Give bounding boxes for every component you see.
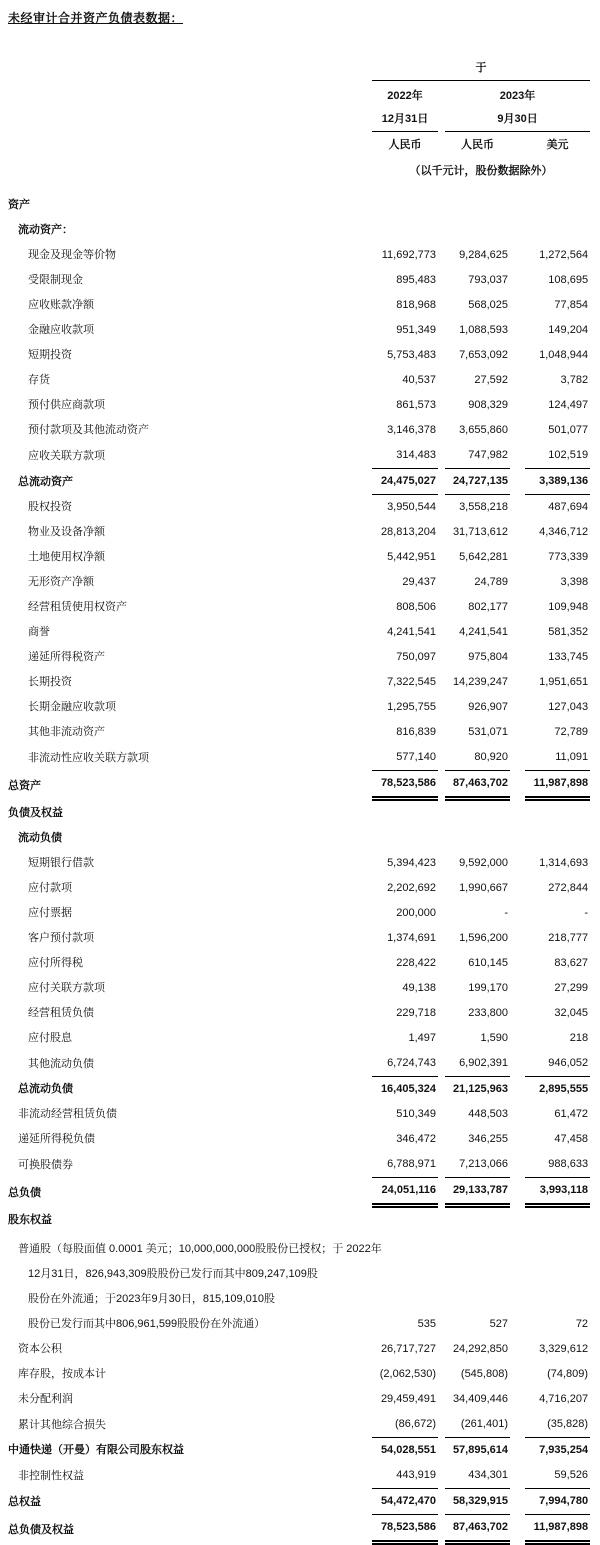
value-2023-rmb: 747,982 <box>445 443 510 469</box>
value-2022-rmb: 54,028,551 <box>380 1444 436 1456</box>
table-row <box>0 1489 590 1515</box>
row-label: 资产 <box>8 199 30 211</box>
value-2023-usd <box>525 193 590 218</box>
value-2023-usd: 72 <box>575 1318 589 1330</box>
value-2023-rmb: 7,213,066 <box>445 1152 510 1178</box>
value-2022-rmb: 895,483 <box>396 274 436 286</box>
value-2023-usd: 3,389,136 <box>525 469 590 495</box>
as-of-label: 于 <box>372 53 590 81</box>
row-label: 流动负债 <box>18 832 62 844</box>
value-2023-usd: 124,497 <box>548 399 589 411</box>
value-2023-usd: 2,895,555 <box>539 1083 589 1095</box>
table-row <box>0 670 590 695</box>
table-row <box>0 745 590 771</box>
value-2022-rmb: 3,950,544 <box>387 501 436 513</box>
value-2023-rmb <box>445 1287 510 1312</box>
page-title: 未经审计合并资产负债表数据： <box>8 11 184 25</box>
table-row <box>0 469 590 495</box>
table-row <box>0 1178 590 1208</box>
table-row <box>0 193 590 218</box>
table-row <box>0 1287 590 1312</box>
value-2022-rmb: 28,813,204 <box>380 526 436 538</box>
value-2023-rmb: 29,133,787 <box>445 1178 510 1208</box>
table-row <box>0 418 590 443</box>
value-2023-rmb: 4,241,541 <box>459 626 508 638</box>
value-2023-usd <box>525 1208 590 1233</box>
value-2023-rmb: 24,789 <box>474 576 508 588</box>
value-2023-usd: 946,052 <box>525 1051 590 1077</box>
table-row <box>0 901 590 926</box>
value-2022-rmb: 24,475,027 <box>372 469 438 495</box>
value-2023-usd: 127,043 <box>548 701 589 713</box>
row-label: 股东权益 <box>8 1214 52 1226</box>
row-label: 短期投资 <box>28 349 72 361</box>
value-2023-usd: 108,695 <box>548 274 589 286</box>
value-2022-rmb: 229,718 <box>396 1007 436 1019</box>
row-label: 12月31日，826,943,309股股份已发行而其中809,247,109股 <box>28 1268 318 1280</box>
row-label: 应付款项 <box>28 882 72 894</box>
value-2023-usd <box>525 801 590 826</box>
table-row <box>0 1127 590 1152</box>
row-label: 可换股债券 <box>18 1158 73 1171</box>
row-label: 应收关联方款项 <box>28 449 105 462</box>
value-2023-usd: 1,272,564 <box>539 249 589 261</box>
value-2022-rmb: 29,459,491 <box>380 1393 436 1405</box>
value-2022-rmb: 5,394,423 <box>387 857 436 869</box>
value-2023-usd: 7,935,254 <box>539 1444 589 1456</box>
table-row <box>0 951 590 976</box>
value-2023-rmb: 1,088,593 <box>459 324 508 336</box>
value-2023-usd: 27,299 <box>554 982 589 994</box>
table-row <box>0 393 590 418</box>
row-label: 递延所得税资产 <box>28 651 105 663</box>
row-label: 存货 <box>28 374 50 386</box>
row-label: 中通快递（开曼）有限公司股东权益 <box>8 1444 184 1456</box>
row-label: 现金及现金等价物 <box>28 249 116 261</box>
value-2023-usd <box>525 1262 590 1287</box>
row-label: 非流动经营租赁负债 <box>18 1108 117 1120</box>
table-row <box>0 771 590 801</box>
table-row <box>0 695 590 720</box>
value-2023-rmb: 233,800 <box>468 1007 508 1019</box>
row-label: 无形资产净额 <box>28 576 94 588</box>
balance-sheet-body <box>0 184 590 1545</box>
value-2022-rmb: 228,422 <box>396 957 436 969</box>
value-2023-rmb: 7,653,092 <box>459 349 508 361</box>
units-note: （以千元计，股份数据除外） <box>409 165 553 177</box>
table-row <box>0 1001 590 1026</box>
value-2023-rmb: 9,592,000 <box>459 857 508 869</box>
value-2023-rmb: (545,808) <box>460 1368 508 1380</box>
table-row <box>0 343 590 368</box>
value-2023-rmb: 1,596,200 <box>459 932 508 944</box>
value-2022-rmb: 314,483 <box>372 443 438 469</box>
value-2023-rmb: 24,292,850 <box>452 1343 508 1355</box>
value-2023-usd: (35,828) <box>525 1412 590 1438</box>
value-2023-rmb: 14,239,247 <box>452 676 508 688</box>
row-label: 受限制现金 <box>28 274 83 286</box>
value-2023-usd <box>525 1287 590 1312</box>
value-2023-usd: 1,951,651 <box>539 676 589 688</box>
table-row <box>0 1208 590 1233</box>
row-label: 股份已发行而其中806,961,599股股份在外流通） <box>28 1318 266 1330</box>
value-2023-rmb <box>445 193 510 218</box>
row-label: 其他流动负债 <box>28 1057 94 1070</box>
value-2022-rmb: 5,753,483 <box>387 349 436 361</box>
table-row <box>0 826 590 851</box>
value-2023-rmb: 5,642,281 <box>459 551 508 563</box>
balance-sheet-page <box>0 9 600 1542</box>
value-2022-rmb <box>372 193 438 218</box>
value-2022-rmb: 16,405,324 <box>380 1083 436 1095</box>
value-2023-rmb: 21,125,963 <box>452 1083 508 1095</box>
value-2022-rmb: 4,241,541 <box>387 626 436 638</box>
value-2023-usd: 11,987,898 <box>525 771 590 801</box>
value-2023-usd: (74,809) <box>547 1368 589 1380</box>
value-2023-rmb: 531,071 <box>468 726 508 738</box>
table-row <box>0 876 590 901</box>
value-2023-rmb <box>445 801 510 826</box>
year-2022-header: 2022年 <box>387 90 423 102</box>
row-label: 流动资产： <box>18 224 73 236</box>
value-2023-rmb: 568,025 <box>468 299 508 311</box>
value-2023-rmb: 346,255 <box>468 1133 508 1145</box>
value-2023-usd: 773,339 <box>548 551 589 563</box>
value-2023-rmb: 34,409,446 <box>452 1393 508 1405</box>
value-2023-usd: 218,777 <box>548 932 589 944</box>
value-2022-rmb: (2,062,530) <box>379 1368 436 1380</box>
currency-rmb-2022-header: 人民币 <box>388 139 422 151</box>
header-spacer <box>0 53 372 81</box>
value-2023-usd: 83,627 <box>554 957 589 969</box>
table-row <box>0 268 590 293</box>
value-2023-rmb: 610,145 <box>468 957 508 969</box>
value-2022-rmb <box>372 801 438 826</box>
table-row <box>0 368 590 393</box>
table-row <box>0 1262 590 1287</box>
value-2022-rmb: 200,000 <box>396 907 436 919</box>
value-2023-rmb: 3,655,860 <box>459 424 508 436</box>
table-row <box>0 243 590 268</box>
value-2023-rmb: 527 <box>489 1318 508 1330</box>
row-label: 应付关联方款项 <box>28 982 105 994</box>
value-2022-rmb: 40,537 <box>402 374 436 386</box>
value-2023-usd: 1,314,693 <box>539 857 589 869</box>
value-2022-rmb: 11,692,773 <box>381 249 436 261</box>
table-row <box>0 1051 590 1077</box>
value-2022-rmb: 808,506 <box>396 601 436 613</box>
row-label: 经营租赁使用权资产 <box>28 601 127 613</box>
value-2022-rmb: 1,497 <box>408 1032 436 1044</box>
row-label: 预付款项及其他流动资产 <box>28 424 149 436</box>
value-2023-usd: 32,045 <box>554 1007 589 1019</box>
table-row <box>0 595 590 620</box>
value-2022-rmb: 346,472 <box>396 1133 436 1145</box>
row-label: 递延所得税负债 <box>18 1133 95 1145</box>
row-label: 应付票据 <box>28 907 72 919</box>
value-2023-usd: 11,091 <box>525 745 590 771</box>
value-2023-usd: 3,329,612 <box>539 1343 589 1355</box>
row-label: 库存股，按成本计 <box>18 1368 106 1380</box>
value-2022-rmb: 54,472,470 <box>372 1489 438 1515</box>
value-2022-rmb <box>372 1262 438 1287</box>
table-row <box>0 801 590 826</box>
value-2022-rmb: 1,374,691 <box>387 932 436 944</box>
row-label: 短期银行借款 <box>28 857 94 869</box>
value-2023-rmb: 199,170 <box>468 982 508 994</box>
table-row <box>0 1152 590 1178</box>
row-label: 应付股息 <box>28 1032 72 1044</box>
table-row <box>0 293 590 318</box>
row-label: 总流动负债 <box>18 1083 73 1095</box>
value-2022-rmb: 5,442,951 <box>387 551 436 563</box>
date-2022-header: 12月31日 <box>372 107 438 132</box>
table-row <box>0 645 590 670</box>
value-2023-rmb: 58,329,915 <box>445 1489 510 1515</box>
value-2023-usd <box>525 218 590 243</box>
value-2023-usd: 218 <box>569 1032 589 1044</box>
value-2023-rmb: 3,558,218 <box>459 501 508 513</box>
value-2023-usd: 59,526 <box>525 1463 590 1489</box>
table-row <box>0 1077 590 1102</box>
table-row <box>0 570 590 595</box>
table-row <box>0 1102 590 1127</box>
value-2023-usd: 501,077 <box>548 424 589 436</box>
value-2022-rmb: 816,839 <box>396 726 436 738</box>
value-2022-rmb: 510,349 <box>396 1108 436 1120</box>
value-2022-rmb: (86,672) <box>372 1412 438 1438</box>
value-2023-rmb: 975,804 <box>468 651 508 663</box>
table-row <box>0 1515 590 1545</box>
row-label: 总负债及权益 <box>8 1523 74 1536</box>
value-2023-rmb: 24,727,135 <box>445 469 510 495</box>
value-2023-usd: 988,633 <box>525 1152 590 1178</box>
row-label: 总流动资产 <box>18 475 73 488</box>
value-2023-rmb: 80,920 <box>445 745 510 771</box>
value-2023-rmb: 434,301 <box>445 1463 510 1489</box>
value-2023-rmb <box>445 1262 510 1287</box>
value-2023-rmb: 27,592 <box>474 374 508 386</box>
table-row <box>0 1237 590 1262</box>
row-label: 总负债 <box>8 1186 41 1199</box>
value-2023-rmb: 9,284,625 <box>459 249 508 261</box>
value-2023-rmb: - <box>504 907 508 919</box>
table-header <box>0 53 590 184</box>
value-2022-rmb <box>372 826 438 851</box>
value-2022-rmb: 861,573 <box>396 399 436 411</box>
value-2022-rmb: 443,919 <box>372 1463 438 1489</box>
table-row <box>0 443 590 469</box>
table-row <box>0 1362 590 1387</box>
value-2023-rmb: 926,907 <box>468 701 508 713</box>
table-row <box>0 1463 590 1489</box>
value-2023-rmb: (261,401) <box>445 1412 510 1438</box>
value-2023-usd: 61,472 <box>554 1108 589 1120</box>
value-2022-rmb <box>372 1287 438 1312</box>
value-2023-rmb: 87,463,702 <box>445 771 510 801</box>
table-row <box>0 926 590 951</box>
row-label: 土地使用权净额 <box>28 551 105 563</box>
value-2023-usd: 1,048,944 <box>539 349 589 361</box>
value-2023-usd: 3,782 <box>560 374 589 386</box>
value-2023-rmb <box>445 218 510 243</box>
value-2023-usd: 4,716,207 <box>539 1393 589 1405</box>
table-row <box>0 620 590 645</box>
table-row <box>0 318 590 343</box>
value-2023-rmb: 793,037 <box>468 274 508 286</box>
value-2022-rmb: 818,968 <box>396 299 436 311</box>
value-2023-rmb: 57,895,614 <box>452 1444 508 1456</box>
value-2023-rmb: 1,590 <box>480 1032 508 1044</box>
row-label: 普通股（每股面值 0.0001 美元；10,000,000,000股股份已授权；于 2022年 <box>18 1243 382 1255</box>
value-2023-usd: 133,745 <box>548 651 589 663</box>
row-label: 总权益 <box>8 1495 41 1508</box>
row-label: 其他非流动资产 <box>28 726 105 738</box>
value-2022-rmb <box>372 218 438 243</box>
value-2022-rmb: 951,349 <box>396 324 436 336</box>
row-label: 负债及权益 <box>8 807 63 819</box>
value-2023-usd: - <box>584 907 589 919</box>
row-label: 商誉 <box>28 626 50 638</box>
row-label: 总资产 <box>8 779 41 792</box>
value-2022-rmb: 535 <box>417 1318 436 1330</box>
value-2023-rmb: 87,463,702 <box>445 1515 510 1545</box>
value-2022-rmb: 577,140 <box>372 745 438 771</box>
value-2023-rmb: 802,177 <box>468 601 508 613</box>
table-row <box>0 520 590 545</box>
balance-sheet-table <box>0 53 590 1545</box>
value-2023-usd: 11,987,898 <box>525 1515 590 1545</box>
row-label: 应付所得税 <box>28 957 83 969</box>
value-2023-usd: 7,994,780 <box>525 1489 590 1515</box>
table-row <box>0 851 590 876</box>
table-row <box>0 1312 590 1337</box>
value-2022-rmb: 7,322,545 <box>387 676 436 688</box>
value-2023-rmb: 31,713,612 <box>452 526 508 538</box>
year-2023-header: 2023年 <box>499 90 536 102</box>
value-2022-rmb: 3,146,378 <box>387 424 436 436</box>
value-2023-usd: 4,346,712 <box>539 526 589 538</box>
row-label: 股份在外流通；于2023年9月30日，815,109,010股 <box>28 1293 275 1305</box>
row-label: 物业及设备净额 <box>28 526 105 538</box>
value-2023-usd: 272,844 <box>548 882 589 894</box>
row-label: 资本公积 <box>18 1343 62 1355</box>
value-2022-rmb: 29,437 <box>402 576 436 588</box>
row-label: 累计其他综合损失 <box>18 1418 106 1431</box>
value-2022-rmb: 6,724,743 <box>372 1051 438 1077</box>
section-gap <box>0 184 590 193</box>
table-row <box>0 1412 590 1438</box>
value-2023-rmb: 908,329 <box>468 399 508 411</box>
table-row <box>0 495 590 520</box>
value-2023-usd: 3,398 <box>560 576 589 588</box>
value-2023-usd: 581,352 <box>548 626 589 638</box>
row-label: 非控制性权益 <box>18 1469 84 1482</box>
value-2023-usd <box>525 1237 590 1262</box>
value-2023-usd: 47,458 <box>554 1133 589 1145</box>
value-2023-rmb <box>445 826 510 851</box>
value-2022-rmb: 6,788,971 <box>372 1152 438 1178</box>
value-2022-rmb: 49,138 <box>402 982 436 994</box>
row-label: 金融应收款项 <box>28 324 94 336</box>
table-row <box>0 1337 590 1362</box>
value-2023-rmb: 448,503 <box>468 1108 508 1120</box>
row-label: 非流动性应收关联方款项 <box>28 751 149 764</box>
table-row <box>0 976 590 1001</box>
currency-usd-header: 美元 <box>546 139 569 151</box>
value-2023-usd: 72,789 <box>554 726 589 738</box>
table-row <box>0 1438 590 1463</box>
value-2023-rmb: 1,990,667 <box>459 882 508 894</box>
value-2022-rmb: 24,051,116 <box>372 1178 438 1208</box>
value-2023-usd: 102,519 <box>525 443 590 469</box>
row-label: 股权投资 <box>28 501 72 513</box>
table-row <box>0 720 590 745</box>
row-label: 未分配利润 <box>18 1393 73 1405</box>
value-2022-rmb <box>372 1208 438 1233</box>
table-row <box>0 218 590 243</box>
value-2022-rmb: 750,097 <box>396 651 436 663</box>
value-2023-usd <box>525 826 590 851</box>
row-label: 应收账款净额 <box>28 299 94 311</box>
date-2023-header: 9月30日 <box>445 107 590 132</box>
row-label: 预付供应商款项 <box>28 399 105 411</box>
value-2022-rmb: 78,523,586 <box>372 1515 438 1545</box>
table-row <box>0 1387 590 1412</box>
table-row <box>0 545 590 570</box>
value-2023-usd: 149,204 <box>548 324 589 336</box>
table-row <box>0 1026 590 1051</box>
value-2023-rmb <box>445 1237 510 1262</box>
value-2022-rmb: 26,717,727 <box>380 1343 436 1355</box>
value-2023-usd: 109,948 <box>548 601 589 613</box>
value-2022-rmb: 1,295,755 <box>387 701 436 713</box>
row-label: 长期金融应收款项 <box>28 701 116 713</box>
row-label: 经营租赁负债 <box>28 1007 94 1019</box>
value-2022-rmb: 2,202,692 <box>387 882 436 894</box>
value-2022-rmb: 78,523,586 <box>372 771 438 801</box>
value-2023-rmb: 6,902,391 <box>445 1051 510 1077</box>
value-2023-rmb <box>445 1208 510 1233</box>
value-2023-usd: 3,993,118 <box>525 1178 590 1208</box>
row-label: 长期投资 <box>28 676 72 688</box>
value-2023-usd: 77,854 <box>554 299 589 311</box>
currency-rmb-2023-header: 人民币 <box>461 139 494 151</box>
value-2023-usd: 487,694 <box>548 501 589 513</box>
row-label: 客户预付款项 <box>28 932 94 944</box>
